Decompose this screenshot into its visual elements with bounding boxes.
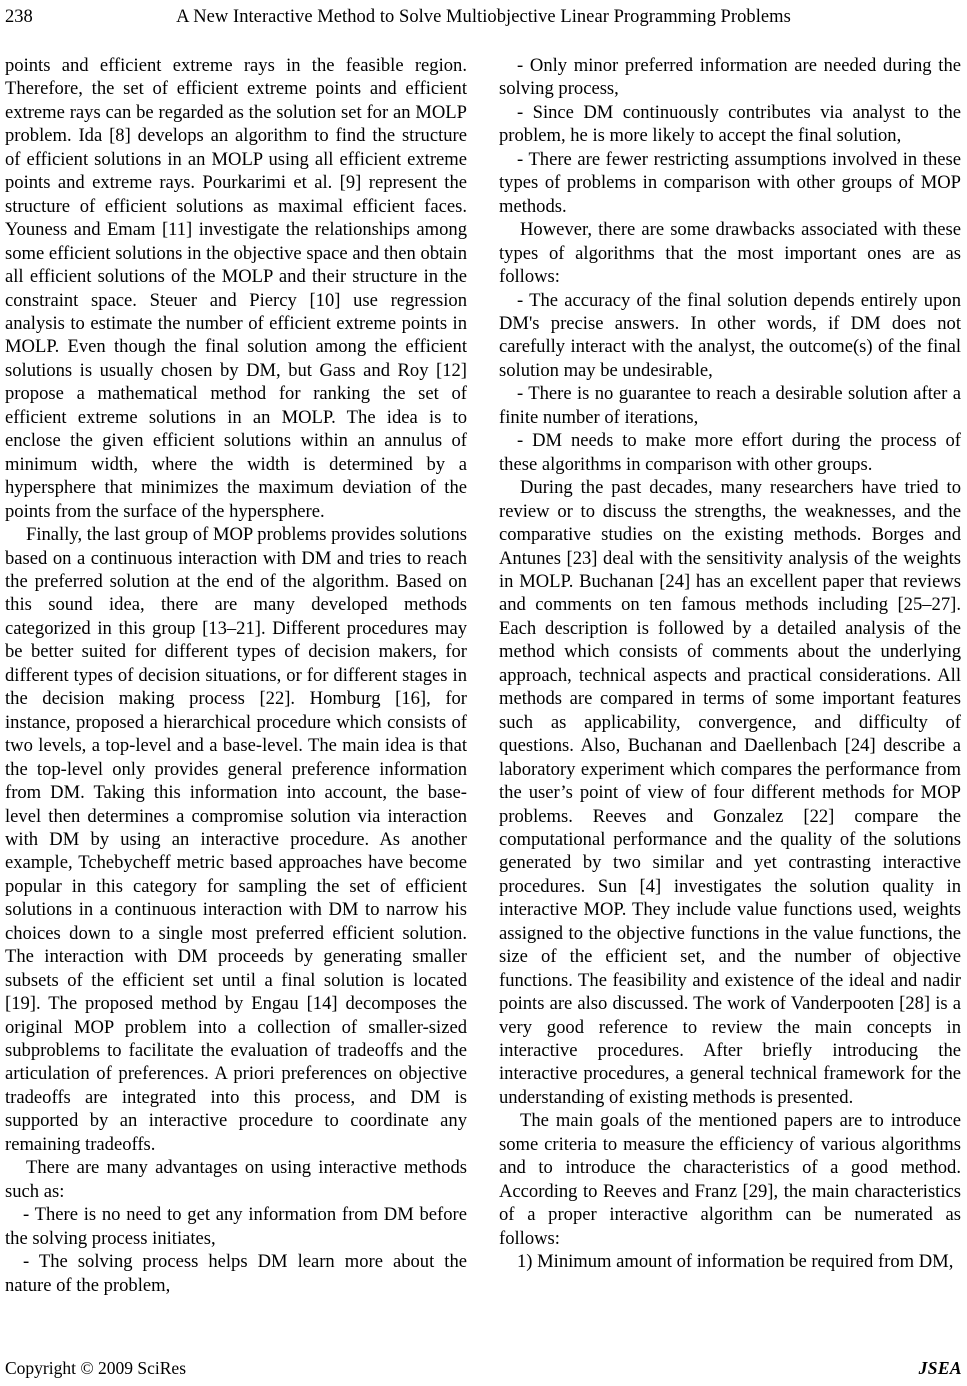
paragraph: - There is no need to get any information from DM before the solving process initiates, bbox=[5, 1204, 467, 1249]
running-head bbox=[5, 6, 962, 28]
paragraph: - The accuracy of the final solution depends entirely upon DM's precise answers. In other words, if DM does not carefully interact with the analyst, the outcome(s) of the final solution may be undesirable, bbox=[499, 289, 961, 381]
left-column bbox=[5, 54, 467, 1312]
paragraph: - Since DM continuously contributes via analyst to the problem, he is more likely to accept the final solution, bbox=[499, 101, 961, 147]
paragraph: During the past decades, many researchers have tried to review or to discuss the strengths, the weaknesses, and the comparative studies on the existing methods. Borges and Antunes [23] deal with the sensitivity analysis of the weights in MOLP. Buchanan [24] has an excellent paper that reviews and comments on ten famous methods including [25–27]. Each description is followed by a detailed analysis of the method which consists of comments about the underlying approach, technical aspects and practical considerations. All methods are compared in terms of some important features such as applicability, convergence, and difficulty of questions. Also, Buchanan and Daellenbach [24] describe a laboratory experiment which compares the performance from the user’s point of view of four different methods for MOP problems. Reeves and Gonzalez [22] compare the computational performance and the quality of the solutions generated by two similar and yet contrasting interactive procedures. Sun [4] investigates the solution quality in interactive MOP. They include value functions used, weights assigned to the objective functions in the value functions, the size of the efficient set, and the number of objective functions. The feasibility and existence of the ideal and nadir points are also discussed. The work of Vanderpooten [28] is a very good reference to review the main concepts in interactive procedures. After briefly introducing the interactive procedures, a general technical framework for the understanding of existing methods is presented. bbox=[499, 477, 961, 1108]
page-number: 238 bbox=[5, 7, 33, 27]
paragraph: Finally, the last group of MOP problems provides solutions based on a continuous interaction with DM and tries to reach the preferred solution at the end of the algorithm. Based on this sound idea, there are many developed methods categorized in this group [13–21]. Different procedures may be better suited for different types of decision makers, for different types of decision situations, or for different stages in the decision making process [22]. Homburg [16], for instance, proposed a hierarchical procedure which consists of two levels, a top-level and a base-level. The main idea is that the top-level only provides general preference information from DM. Taking this information into account, the base-level then determines a compromise solution via interaction with DM by using an interactive procedure. As another example, Tchebycheff metric based approaches have become popular in this category for sampling the set of efficient solutions in a continuous interaction with DM to narrow his choices down to a single most preferred efficient solution. The interaction with DM proceeds by generating smaller subsets of the efficient set until a final solution is located [19]. The proposed method by Engau [14] decomposes the original MOP problem into a collection of smaller-sized subproblems to facilitate the evaluation of tradeoffs and the articulation of preferences. A priori preferences on objective tradeoffs are integrated into this process, and DM is supported by an interactive procedure to coordinate any remaining tradeoffs. bbox=[5, 524, 467, 1155]
paragraph: 1) Minimum amount of information be required from DM, bbox=[517, 1251, 954, 1273]
body-columns bbox=[5, 54, 962, 1312]
paragraph: - The solving process helps DM learn more about the nature of the problem, bbox=[5, 1251, 467, 1296]
paragraph: The main goals of the mentioned papers are to introduce some criteria to measure the efficiency of various algorithms and to introduce the characteristics of a good method. According to Reeves and Franz [29], the main characteristics of a proper interactive algorithm can be numerated as follows: bbox=[499, 1110, 961, 1249]
paragraph: - DM needs to make more effort during the process of these algorithms in comparison with other groups. bbox=[499, 430, 961, 475]
paragraph: - Only minor preferred information are needed during the solving process, bbox=[499, 55, 961, 100]
right-column bbox=[499, 54, 961, 1312]
paragraph: - There are fewer restricting assumptions involved in these types of problems in comparison with other groups of MOP methods. bbox=[499, 148, 961, 217]
page-footer bbox=[5, 1357, 962, 1381]
paragraph: points and efficient extreme rays in the feasible region. Therefore, the set of efficient extreme points and efficient extreme rays can be regarded as the solution set for an MOLP problem. Ida [8] develops an algorithm to find the structure of efficient solutions in an MOLP using all efficient extreme points and extreme rays. Pourkarimi et al. [9] represent the structure of efficient solutions as maximal efficient faces. Youness and Emam [11] investigate the relationships among some efficient solutions in the objective space and then obtain all efficient solutions of the MOLP and their structure in the constraint space. Steuer and Piercy [10] use regression analysis to estimate the number of efficient extreme points in MOLP. Even though the final solution among the efficient solutions is usually chosen by DM, but Gass and Roy [12] propose a mathematical method for ranking the set of efficient extreme solutions in an MOLP. The idea is to enclose the given efficient solutions within an annulus of minimum width, where the width is determined by a hypersphere that minimizes the maximum deviation of the points from the surface of the hypersphere. bbox=[5, 55, 467, 522]
journal-abbreviation: JSEA bbox=[918, 1358, 962, 1378]
paragraph: However, there are some drawbacks associated with these types of algorithms that the most important ones are as follows: bbox=[499, 219, 961, 288]
paragraph: There are many advantages on using interactive methods such as: bbox=[5, 1157, 467, 1202]
copyright-notice: Copyright © 2009 SciRes bbox=[5, 1358, 187, 1378]
running-head-title: A New Interactive Method to Solve Multiobjective Linear Programming Problems bbox=[176, 7, 791, 27]
paragraph: - There is no guarantee to reach a desirable solution after a finite number of iterations, bbox=[499, 383, 961, 428]
